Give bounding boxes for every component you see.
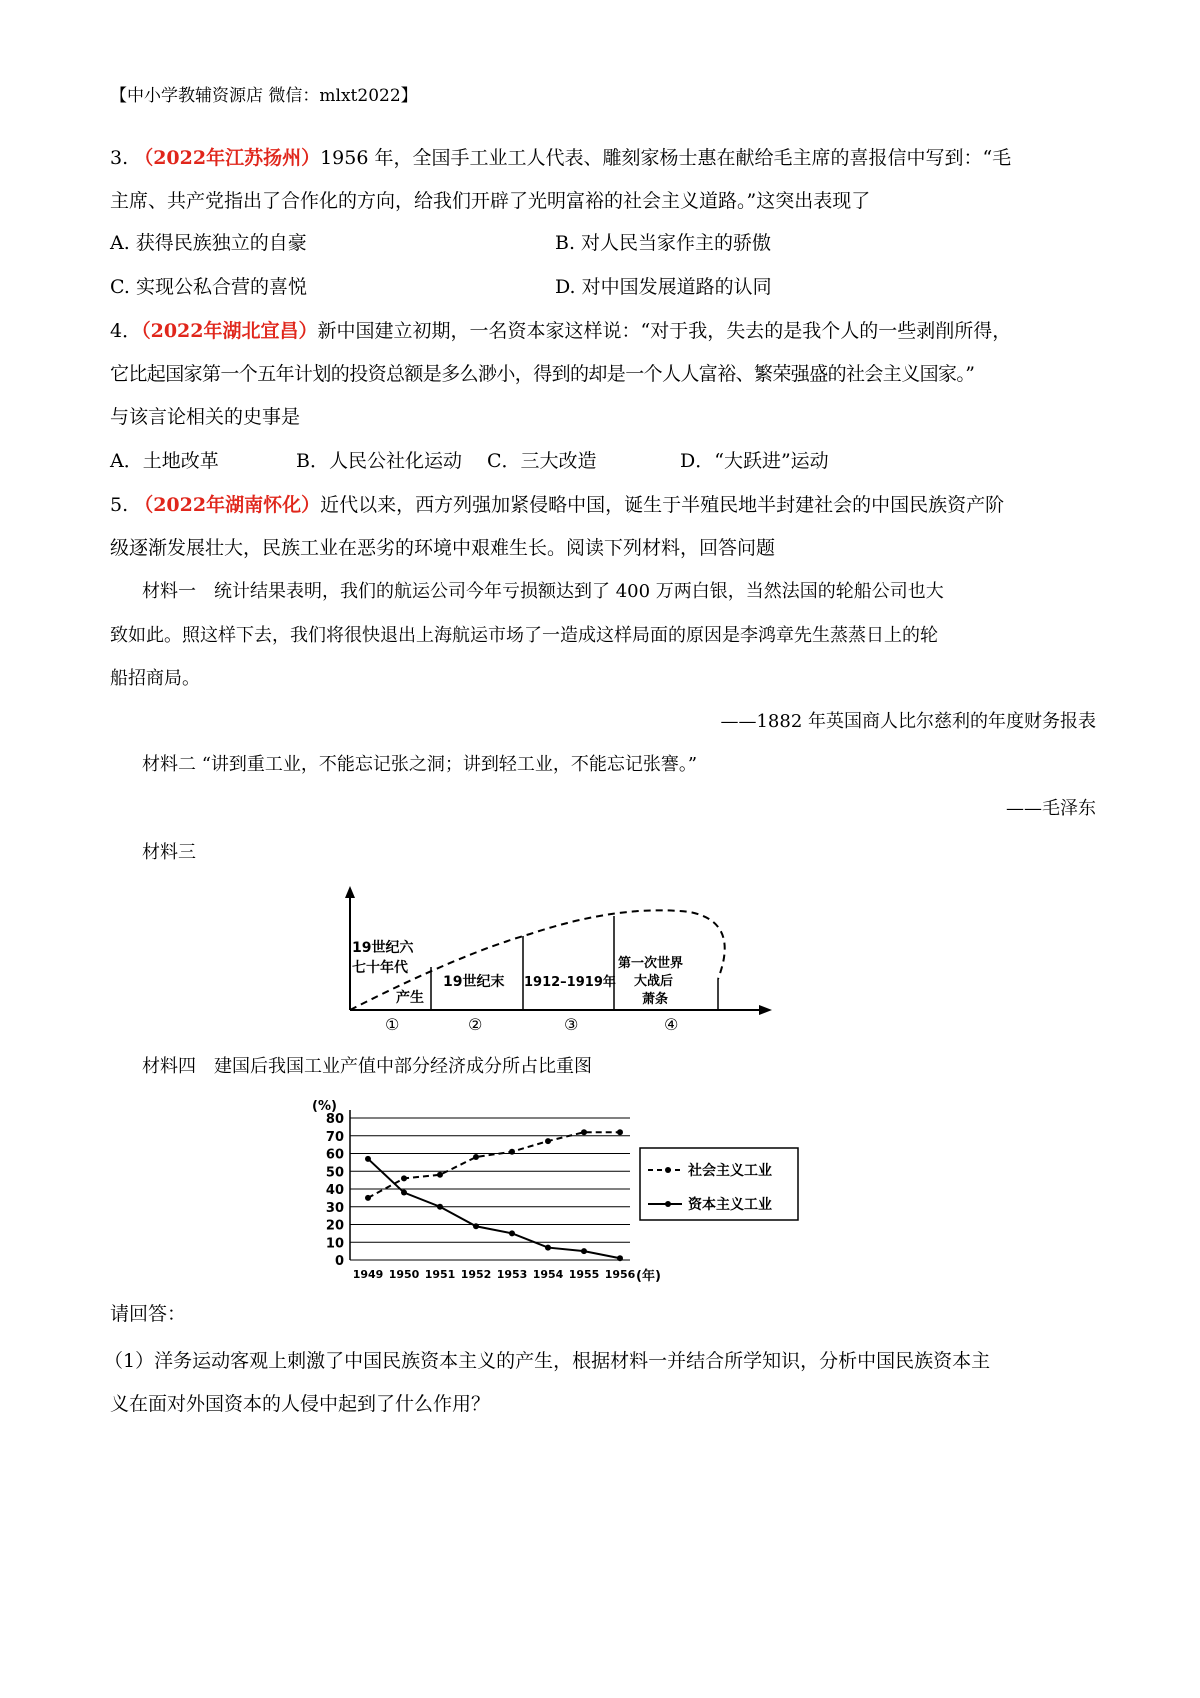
series-1-point (545, 1138, 551, 1144)
legend-marker-2 (665, 1201, 671, 1207)
y-tick-label: 80 (325, 1112, 344, 1127)
q5-source-tag: （2022年湖南怀化） (134, 494, 321, 516)
q4-option-b: B．人民公社化运动 (296, 450, 462, 472)
y-tick-label: 30 (325, 1200, 344, 1216)
q4-option-a: A．土地改革 (110, 450, 219, 472)
q3-number: 3. (110, 147, 129, 169)
diagram-seg1-line3: 产生 (396, 990, 424, 1006)
q4-number: 4． (110, 320, 142, 342)
q4-line3: 与该言论相关的史事是 (110, 406, 301, 428)
material-1-line2: 致如此。照这样下去，我们将很快退出上海航运市场了一造成这样局面的原因是李鸿章先生蒸蒸日上的轮 (110, 625, 938, 646)
series-1-point (473, 1154, 479, 1160)
x-tick-label: 1951 (424, 1268, 456, 1281)
material-2-source: ——毛泽东 (1006, 798, 1096, 819)
q4-option-d: D．“大跃进”运动 (680, 450, 829, 472)
legend-label-1: 社会主义工业 (688, 1163, 772, 1179)
material-1-line3: 船招商局。 (110, 668, 200, 689)
diagram-mark-1: ① (385, 1015, 400, 1034)
y-tick-label: 20 (325, 1218, 344, 1234)
q4-source-tag: （2022年湖北宜昌） (141, 320, 318, 342)
sub-question-1-line2: 义在面对外国资本的人侵中起到了什么作用？ (110, 1393, 491, 1415)
series-1-point (401, 1175, 407, 1181)
diagram-seg1-line1: 19世纪六 (352, 940, 414, 956)
x-tick-label: 1949 (352, 1268, 384, 1281)
x-unit-label: (年) (636, 1269, 661, 1284)
series-1-point (437, 1172, 443, 1178)
x-tick-label: 1956 (604, 1268, 636, 1281)
series-1-point (581, 1129, 587, 1135)
series-2-point (617, 1255, 623, 1261)
q3-text-1: 1956 年，全国手工业工人代表、雕刻家杨士惠在献给毛主席的喜报信中写到：“毛 (320, 147, 1012, 169)
diagram-seg1-line2: 七十年代 (352, 960, 408, 976)
x-tick-label: 1950 (388, 1268, 420, 1281)
material-3-label: 材料三 (142, 842, 196, 863)
q5-line1 (110, 493, 1004, 517)
development-curve-diagram (340, 884, 780, 1034)
series-2-point (365, 1156, 371, 1162)
x-tick-label: 1955 (568, 1268, 600, 1281)
y-tick-label: 10 (325, 1236, 344, 1252)
diagram-seg3: 1912–1919年 (524, 975, 616, 990)
industry-share-line-chart (310, 1096, 820, 1286)
series-2-point (473, 1223, 479, 1229)
y-tick-label: 0 (334, 1254, 344, 1269)
y-tick-label: 60 (325, 1147, 344, 1163)
q3-option-a: A. 获得民族独立的自豪 (110, 232, 307, 254)
series-2-point (509, 1230, 515, 1236)
q4-option-c: C．三大改造 (487, 450, 597, 472)
diagram-mark-4: ④ (664, 1015, 679, 1034)
diagram-mark-2: ② (468, 1015, 483, 1034)
diagram-seg4-line3: 萧条 (642, 992, 669, 1007)
series-1-point (509, 1149, 515, 1155)
series-2-point (437, 1204, 443, 1210)
q4-line1 (110, 319, 1011, 343)
diagram-seg4-line2: 大战后 (634, 974, 674, 989)
y-tick-label: 40 (325, 1183, 344, 1198)
legend-label-2: 资本主义工业 (688, 1197, 772, 1213)
y-tick-label: 50 (325, 1165, 344, 1181)
x-tick-label: 1953 (496, 1268, 528, 1281)
q4-text-1: 新中国建立初期，一名资本家这样说：“对于我，失去的是我个人的一些剥削所得， (317, 320, 1012, 342)
material-2: 材料二 “讲到重工业，不能忘记张之洞；讲到轻工业，不能忘记张謇。” (142, 754, 698, 775)
q3-option-c: C. 实现公私合营的喜悦 (110, 276, 307, 298)
material-1-line1: 材料一 统计结果表明，我们的航运公司今年亏损额达到了 400 万两白银，当然法国的轮船公司也大 (142, 581, 944, 602)
q5-line2: 级逐渐发展壮大，民族工业在恶劣的环境中艰难生长。阅读下列材料，回答问题 (110, 537, 776, 559)
q3-line1 (110, 146, 1011, 170)
y-tick-label: 70 (325, 1129, 344, 1145)
x-tick-label: 1952 (460, 1268, 492, 1281)
legend-marker-1 (665, 1167, 671, 1173)
q3-source-tag: （2022年江苏扬州） (134, 147, 321, 169)
q5-text-1: 近代以来，西方列强加紧侵略中国，诞生于半殖民地半封建社会的中国民族资产阶 (320, 494, 1005, 516)
material-1-source: ——1882 年英国商人比尔慈利的年度财务报表 (720, 711, 1096, 732)
answer-prompt: 请回答： (110, 1303, 187, 1325)
q4-line2: 它比起国家第一个五年计划的投资总额是多么渺小，得到的却是一个人人富裕、繁荣强盛的社会主义国家。” (110, 363, 975, 385)
series-2-point (545, 1245, 551, 1251)
q3-option-b: B. 对人民当家作主的骄傲 (555, 232, 772, 254)
series-line-1 (368, 1132, 620, 1198)
series-line-2 (368, 1159, 620, 1258)
diagram-seg4-line1: 第一次世界 (618, 956, 684, 971)
material-4-label: 材料四 建国后我国工业产值中部分经济成分所占比重图 (142, 1056, 592, 1077)
diagram-mark-3: ③ (564, 1015, 579, 1034)
series-1-point (365, 1195, 371, 1201)
q3-option-d: D. 对中国发展道路的认同 (555, 276, 772, 298)
y-axis-label: (%) (312, 1099, 337, 1114)
q5-number: 5. (110, 494, 129, 516)
x-tick-label: 1954 (532, 1268, 564, 1281)
diagram-seg2: 19世纪末 (443, 974, 505, 990)
series-2-point (581, 1248, 587, 1254)
q3-line2: 主席、共产党指出了合作化的方向，给我们开辟了光明富裕的社会主义道路。”这突出表现了 (110, 190, 871, 212)
sub-question-1-line1: （1）洋务运动客观上刺激了中国民族资本主义的产生，根据材料一并结合所学知识，分析中国民族资本主 (104, 1350, 991, 1372)
series-1-point (617, 1129, 623, 1135)
series-2-point (401, 1190, 407, 1196)
page-header: 【中小学教辅资源店 微信：mlxt2022】 (110, 86, 418, 106)
